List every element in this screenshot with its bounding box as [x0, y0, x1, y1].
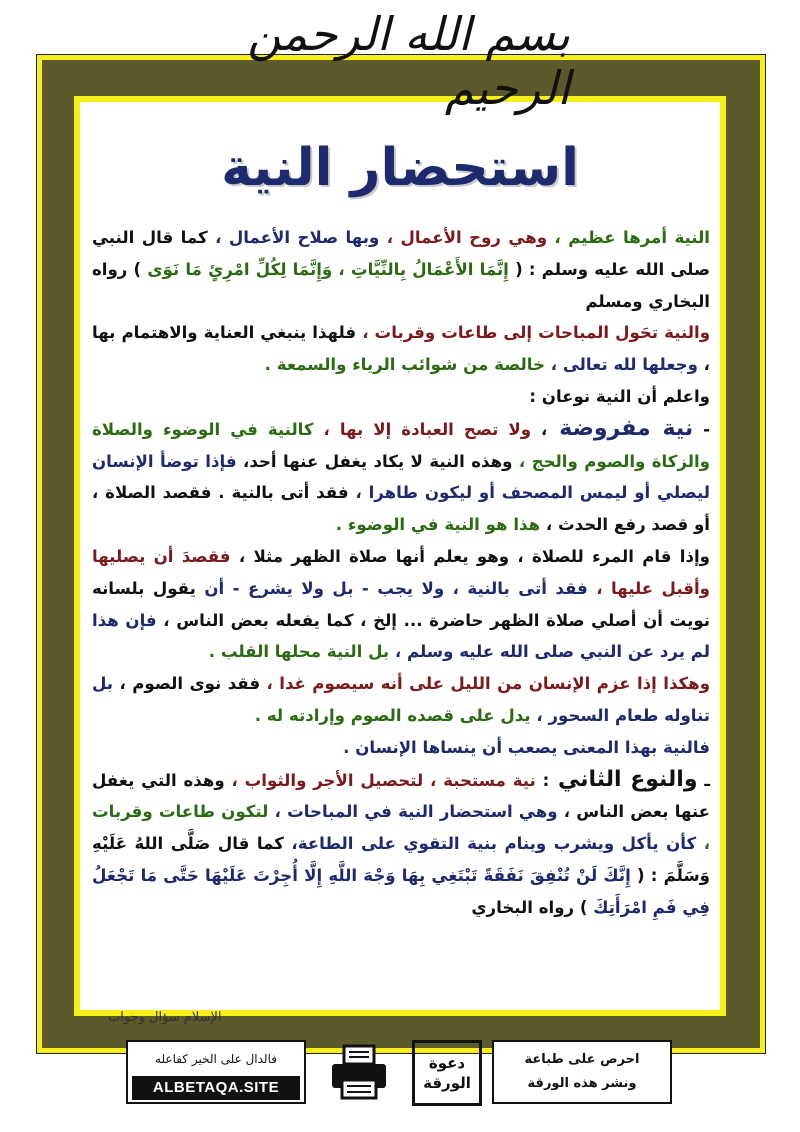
text-segment: كأن يأكل ويشرب وينام بنية التقوي على الطاعة، — [283, 834, 697, 854]
text-segment: وهي استحضار النية في المباحات ، — [268, 802, 558, 822]
text-segment: وهذه التي يغفل عنها بعض الناس ، — [92, 770, 711, 822]
text-segment: فإن هذا لم يرد عن النبي صلى الله عليه وسلم ، — [92, 610, 710, 662]
text-segment: يقول بلسانه نويت أن أصلي صلاة الظهر حاضرة ... إلخ ، كما يفعله بعض الناس ، — [92, 578, 710, 630]
text-segment: فقصدَ أن يصليها وأقبل عليها ، — [92, 546, 711, 598]
text-segment: ) رواه البخاري — [471, 897, 594, 917]
logo — [412, 1040, 482, 1106]
text-segment: هذا هو النية في الوضوء . — [335, 515, 541, 535]
paragraph — [92, 317, 710, 381]
text-segment: إِنَّكَ لَنْ تُنْفِقَ نَفَقَةً تَبْتَغِي بِهَا وَجْهَ اللَّهِ إِلَّا أُجِرْتَ عَلَيْهَا حَتَّى مَا تَجْعَلُ فِي فَمِ امْرَأَتِكَ — [92, 865, 710, 917]
tagline-line: احرص على طباعة — [524, 1052, 640, 1067]
text-segment: النية أمرها عظيم ، — [547, 228, 710, 247]
text-segment: خالصة من شوائب الرياء والسمعة . — [264, 355, 545, 375]
text-segment: كما قال النبي صلى الله عليه وسلم : ( — [92, 228, 710, 279]
text-segment: يدل على قصده الصوم وإرادته له . — [254, 705, 531, 725]
page-title: استحضار النية — [221, 138, 579, 198]
site-box — [126, 1040, 306, 1104]
site-url-link[interactable]: ALBETAQA.SITE — [132, 1076, 300, 1100]
text-segment: - — [693, 419, 710, 439]
paragraph — [92, 413, 710, 541]
text-segment: فقد نوى الصوم ، — [113, 674, 261, 694]
text-segment: ولا تصح العبادة إلا بها ، — [313, 419, 532, 439]
paragraph — [92, 541, 710, 668]
text-segment: وبها صلاح الأعمال ، — [207, 228, 380, 247]
tagline-box — [492, 1040, 672, 1104]
text-segment: وهكذا إذا عزم الإنسان من الليل على أنه سيصوم غدا ، — [260, 674, 711, 694]
logo-line: الورقة — [423, 1074, 471, 1092]
paragraph — [92, 668, 710, 732]
logo-line: دعوة — [428, 1054, 466, 1072]
text-segment: كالنية في الوضوء والصلاة والزكاة والصوم والحج ، — [92, 419, 710, 471]
tagline-line: ونشر هذه الورقة — [527, 1076, 637, 1091]
paragraph — [92, 732, 710, 764]
text-segment: إِنَّمَا الأَعْمَالُ بِالنِّيَّاتِ ، وَإِنَّمَا لِكُلِّ امْرِئٍ مَا نَوَى — [147, 259, 509, 279]
paragraph — [92, 222, 710, 317]
text-segment: ) رواه البخاري ومسلم — [92, 259, 710, 311]
text-segment: وهي روح الأعمال ، — [379, 228, 548, 247]
text-segment: بل النية محلها القلب . — [208, 642, 390, 662]
text-segment: فقد أتى بالنية ، ولا يجب - بل ولا يشرع - أن — [195, 578, 588, 598]
text-segment: والنية تحَول المباحات إلى طاعات وقربات ، — [356, 323, 711, 343]
text-segment: بل تناوله طعام السحور ، — [92, 674, 710, 725]
text-segment: نية مفروضة — [547, 415, 694, 441]
paragraph — [92, 764, 710, 924]
text-segment: لتكون طاعات وقربات ، — [92, 802, 710, 854]
site-slogan: فالدال على الخير كفاعله — [155, 1052, 277, 1066]
text-segment: فإذا توضأ الإنسان ليصلي أو ليمس المصحف أو ليكون طاهرا ، — [92, 451, 710, 503]
article-body — [92, 222, 710, 924]
text-segment: وإذا قام المرء للصلاة ، وهو يعلم أنها صلاة الظهر مثلا ، — [230, 546, 710, 566]
basmala-calligraphy: بسم الله الرحمن الرحيم — [247, 7, 570, 115]
text-segment: وهذه النية لا يكاد يغفل عنها أحد، — [236, 451, 513, 471]
text-segment: فقد أتى بالنية . فقصد الصلاة ، أو قصد رفع الحدث ، — [92, 483, 710, 535]
text-segment: ، — [531, 419, 548, 439]
text-segment: نية مستحبة ، لتحصيل الأجر والثواب ، — [224, 770, 536, 790]
text-segment: واعلم أن النية نوعان : — [529, 386, 710, 406]
source-credit: الإسلام سؤال وجواب — [108, 1010, 222, 1025]
text-segment: فالنية بهذا المعنى يصعب أن ينساها الإنسان . — [343, 737, 710, 757]
text-segment: والنوع الثاني — [549, 766, 698, 792]
text-segment: كما قال صَلَّى اللهُ عَلَيْهِ وَسَلَّمَ : ( — [92, 834, 710, 885]
paragraph — [92, 381, 710, 413]
text-segment: : — [535, 770, 550, 790]
text-segment: وجعلها لله تعالى ، — [544, 355, 698, 375]
text-segment: فلهذا ينبغي العناية والاهتمام بها ، — [92, 323, 710, 375]
printer-icon — [328, 1042, 390, 1102]
text-segment: ـ — [697, 770, 710, 790]
footer — [126, 1040, 672, 1106]
